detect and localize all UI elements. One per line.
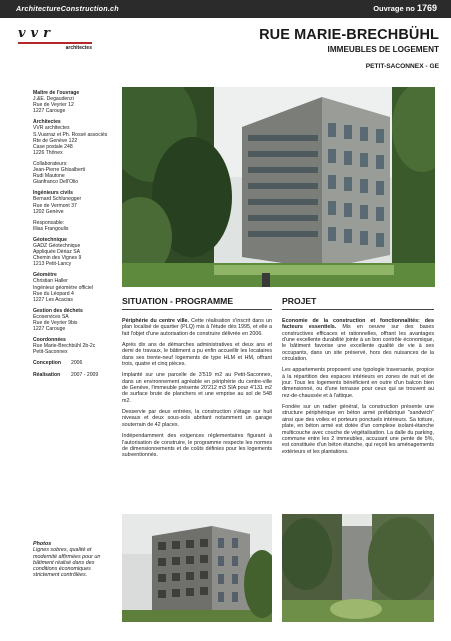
credit-label: Ingénieurs civils: [33, 190, 73, 197]
credit-line: VVR architectes: [33, 125, 70, 132]
project-location: PETIT-SACONNEX - GE: [365, 63, 439, 70]
credit-date-label: Conception: [33, 360, 62, 367]
credit-label: Gestion des déchets: [33, 307, 83, 314]
credits-sidebar: [33, 90, 115, 383]
credit-block: [33, 161, 115, 185]
logo-rule: [18, 42, 92, 44]
logo-subtitle: architectes: [65, 45, 92, 51]
credit-line: 1213 Petit-Lancy: [33, 261, 72, 268]
photo-caption-text: Lignes sobres, qualité et modernité affirmées pour un bâtiment réalisé dans des conditions économiques strictement contrôlées.: [33, 547, 101, 579]
credit-line: Rue Marie-Brechbühl 2b-2c: [33, 343, 96, 350]
garden-photo: [282, 514, 434, 622]
logo-mark: vvr: [18, 26, 55, 41]
credit-line: 1227 Carouge: [33, 108, 66, 115]
main-building-photo: [122, 87, 435, 287]
credit-block: [33, 190, 115, 214]
credit-block: [33, 90, 115, 114]
credit-line: S.Vuarraz et Ph. Rossé associés: [33, 131, 108, 138]
credit-label: Maître de l'ouvrage: [33, 90, 80, 96]
top-bar: [0, 0, 451, 18]
credit-label: Architectes: [33, 119, 61, 126]
credit-line: 1226 Thônex: [33, 149, 63, 156]
credit-line: Appliquée Dériaz SA: [33, 249, 81, 256]
situation-paragraph-4: Desservie par deux entrées, la construction s'étage sur huit niveaux et deux sous-sols abritant notamment un garage souterrain de 42 places.: [122, 409, 272, 428]
credit-line: 1202 Genève: [33, 208, 64, 215]
situation-rule: [122, 309, 272, 310]
situation-paragraph-5: Indépendamment des exigences réglementaires figurant à l'autorisation de construire, le programme respecte les normes de dimensionnements et de coûts définies pour les logements subventionnés.: [122, 433, 272, 459]
credit-block: [33, 308, 115, 332]
facade-photo: [122, 514, 272, 622]
credit-block: [33, 337, 115, 355]
credit-line: Ecoservices SA: [33, 313, 69, 320]
situation-text: [122, 318, 272, 464]
project-title-block: [259, 27, 439, 70]
credit-block: [33, 237, 115, 267]
credit-label: Coordonnées: [33, 337, 66, 344]
situation-paragraph-3: Implanté sur une parcelle de 3'519 m2 au Petit-Saconnex, dans un environnement agréable en périphérie du centre-ville de Genève, l'immeuble présente 20'212 m3 SIA pour 4'131 m2 de surface brute de planchers et une emprise au sol de 548 m2.: [122, 372, 272, 404]
projet-paragraph-3: Fondée sur un radier général, la construction présente une structure périphérique en béton armé préfabriqué "sandwich" ainsi que des voiles et porteurs ponctuels intérieurs. Sa toiture, plate, en béton armé est dotée d'un complexe isolant-étanche multicouche avec couche de végétalisation. La dalle du parking, commune entre les 2 immeubles, accusant une pente de 5%, est constituée d'un béton étanche, qui reçoit les aménagements extérieurs et les plantations.: [282, 404, 434, 455]
projet-heading: PROJET: [282, 296, 317, 306]
credit-line: Rue de Veyrier 12: [33, 102, 74, 109]
photo-caption: [33, 541, 115, 579]
credit-block: [33, 220, 115, 232]
photo-caption-label: Photos: [33, 541, 52, 547]
credit-date-row: [33, 360, 115, 366]
projet-paragraph-1: Economie de la construction et fonctionnalités: des facteurs essentiels. Mis en oeuvre sur des bases constructives efficaces et rationnelles, offrant les avantages d'une excellente durabilité jointe à un bon contrôle économique, le bâtiment favorise une excellente qualité de vie à ses occupants, dans un site préservé, hors des nuisances de la circulation.: [282, 318, 434, 363]
credit-date-row: [33, 372, 115, 378]
credit-line: Ingénieur géomètre officiel: [33, 284, 93, 291]
project-name: RUE MARIE-BRECHBÜHL: [259, 27, 439, 43]
architect-logo: [18, 27, 96, 51]
credit-label: Géomètre: [33, 272, 57, 279]
credit-date-label: Réalisation: [33, 371, 61, 378]
situation-paragraph-1: Périphérie du centre ville. Cette réalisation s'inscrit dans un plan localisé de quartier (PLQ) mis à l'étude dès 1995, et elle a fait l'objet d'une autorisation de construire délivrée en 2006.: [122, 318, 272, 337]
credit-line: Bernard Schlunegger: [33, 196, 82, 203]
credit-line: Rue de Vermont 37: [33, 202, 77, 209]
credit-line: Responsable:: [33, 219, 65, 226]
credit-label: Géotechnique: [33, 236, 67, 243]
projet-text: [282, 318, 434, 460]
site-name[interactable]: ArchitectureConstruction.ch: [16, 4, 119, 13]
credit-line: Rue du Léopard 4: [33, 290, 74, 297]
credit-line: Rudi Mautone: [33, 173, 65, 180]
credit-line: 1227 Les Acacias: [33, 296, 73, 303]
credit-line: Jean-Pierre Ghisalberti: [33, 167, 86, 174]
credit-line: Collaborateurs:: [33, 160, 68, 167]
credit-block: [33, 272, 115, 302]
credit-line: 1227 Carouge: [33, 326, 66, 333]
credit-line: Case postale 248: [33, 143, 73, 150]
credit-line: J.&E. Degaudenzi: [33, 96, 74, 103]
credit-line: Rue de Veyrier 9bis: [33, 320, 78, 326]
building-photo-illustration: [122, 87, 435, 287]
credit-line: GADZ Géotechnique: [33, 242, 81, 249]
credit-line: Christian Haller: [33, 278, 68, 285]
project-type: IMMEUBLES DE LOGEMENT: [327, 45, 439, 54]
garden-photo-illustration: [282, 514, 434, 622]
situation-paragraph-2: Après dix ans de démarches administratives et deux ans et demi de travaux, le bâtiment a pu enfin accueillir les locataires dans ses trente-neuf logements de type HLM et HM, offrant trois, quatre et cinq pièces.: [122, 342, 272, 368]
situation-heading: SITUATION - PROGRAMME: [122, 296, 234, 306]
credit-line: Petit-Saconnex: [33, 349, 68, 356]
projet-rule: [282, 309, 434, 310]
credit-line: Chemin des Vignes 9: [33, 255, 82, 262]
credit-date-value: 2006: [71, 360, 83, 367]
projet-paragraph-2: Les appartements proposent une typologie traversante, propice à la répartition des espaces intérieurs en zones de nuit et de jour. Tous les logements bénéficient en outre d'un balcon bien dimensionné, ou d'une terrasse pour ceux qui se trouvent au rez-de-chaussée et à l'attique.: [282, 367, 434, 399]
credit-block: [33, 119, 115, 156]
credit-line: Rte de Genève 122: [33, 137, 78, 144]
facade-photo-illustration: [122, 514, 272, 622]
ouvrage-number: Ouvrage no 1769: [373, 3, 437, 13]
credit-line: Gianfranco Dell'Olio: [33, 179, 79, 186]
credit-date-value: 2007 - 2009: [71, 371, 99, 378]
credit-line: Illias Frangoulis: [33, 225, 69, 232]
